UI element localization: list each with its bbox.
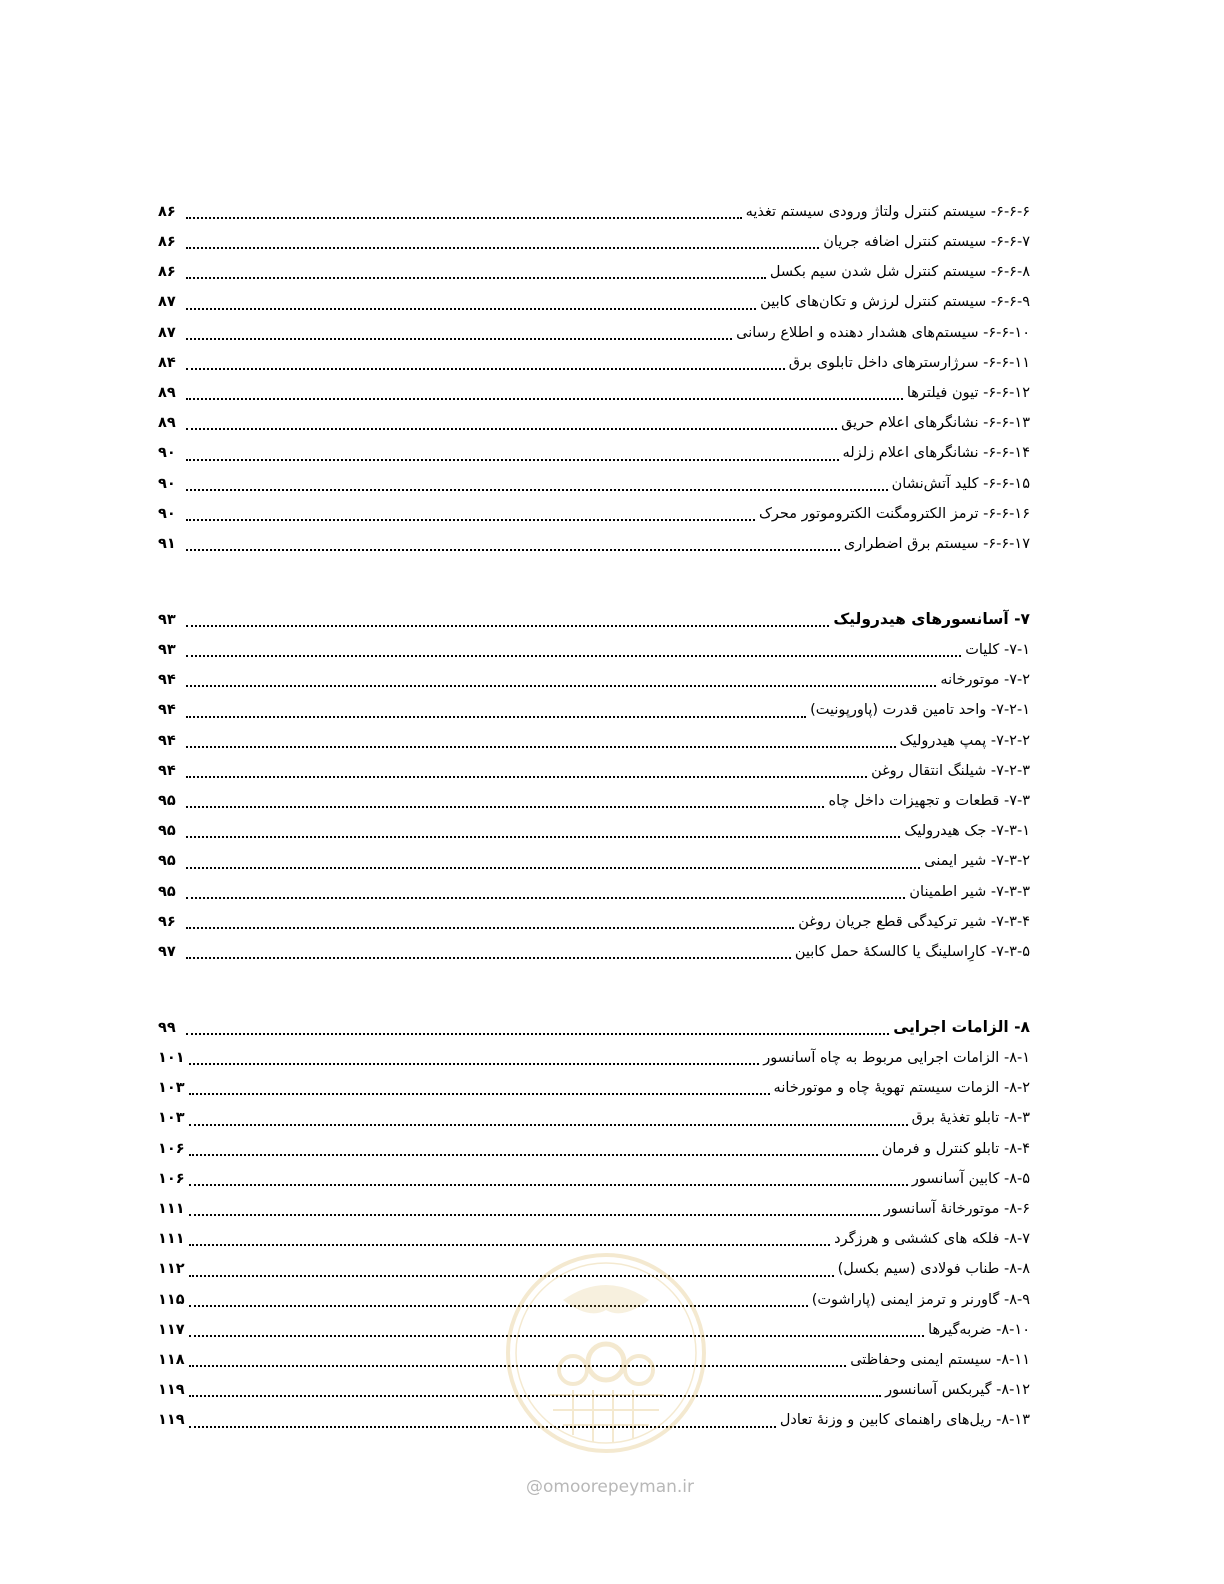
dot-leader xyxy=(189,1214,880,1216)
chapter-title: ۷- آسانسورهای هیدرولیک xyxy=(833,610,1030,629)
page-number: ۱۱۷ xyxy=(158,1321,185,1338)
entry-title: ۶-۶-۶- سیستم کنترل ولتاژ ورودی سیستم تغذیه xyxy=(745,203,1030,220)
entry-title: ۸-۱۳- ریل‌های راهنمای کابین و وزنهٔ تعادل xyxy=(779,1412,1030,1429)
entry-title: ۶-۶-۷- سیستم کنترل اضافه جریان xyxy=(823,234,1030,251)
dot-leader xyxy=(189,1244,831,1246)
watermark-url: @omoorepeyman.ir xyxy=(525,1477,695,1497)
dot-leader xyxy=(186,927,794,929)
toc-entry-row[interactable] xyxy=(158,937,1030,967)
entry-title: ۷-۳- قطعات و تجهیزات داخل چاه xyxy=(828,792,1030,809)
toc-entry-row[interactable] xyxy=(158,288,1030,318)
toc-entry-row[interactable] xyxy=(158,756,1030,786)
page-number: ۱۰۳ xyxy=(158,1110,185,1127)
dot-leader xyxy=(186,368,785,370)
dot-leader xyxy=(186,957,791,959)
page-number: ۹۵ xyxy=(158,883,176,900)
toc-chapter-row[interactable] xyxy=(158,1013,1030,1043)
page-number: ۸۴ xyxy=(158,354,176,371)
entry-title: ۸-۲- الزمات سیستم تهویهٔ چاه و موتورخانه xyxy=(773,1080,1030,1097)
page-number: ۱۰۶ xyxy=(158,1170,185,1187)
page-number: ۹۱ xyxy=(158,535,176,552)
toc-entry-row[interactable] xyxy=(158,786,1030,816)
watermark-logo xyxy=(503,1250,709,1456)
toc-entry-row[interactable] xyxy=(158,816,1030,846)
entry-title: ۸-۶- موتورخانهٔ آسانسور xyxy=(883,1200,1030,1217)
dot-leader xyxy=(189,1184,908,1186)
entry-title: ۸-۹- گاورنر و ترمز ایمنی (پاراشوت) xyxy=(811,1291,1030,1308)
dot-leader xyxy=(186,685,936,687)
page-number: ۹۹ xyxy=(158,1019,176,1036)
page-number: ۱۰۶ xyxy=(158,1140,185,1157)
toc-entry-row[interactable] xyxy=(158,907,1030,937)
dot-leader xyxy=(189,1093,770,1095)
entry-title: ۷-۲- موتورخانه xyxy=(940,672,1030,689)
toc-entry-row[interactable] xyxy=(158,529,1030,559)
page-number: ۹۵ xyxy=(158,792,176,809)
page-number: ۱۱۸ xyxy=(158,1351,185,1368)
page-number: ۱۱۹ xyxy=(158,1382,185,1399)
page-number: ۸۷ xyxy=(158,324,176,341)
dot-leader xyxy=(186,1033,889,1035)
toc-entry-row[interactable] xyxy=(158,257,1030,287)
entry-title: ۷-۳-۲- شیر ایمنی xyxy=(924,853,1030,870)
entry-title: ۷-۳-۱- جک هیدرولیک xyxy=(904,823,1030,840)
page-number: ۸۹ xyxy=(158,384,176,401)
page-number: ۸۶ xyxy=(158,234,176,251)
page-number: ۱۱۵ xyxy=(158,1291,185,1308)
dot-leader xyxy=(186,776,867,778)
entry-title: ۷-۲-۱- واحد تامین قدرت (پاورپونیت) xyxy=(810,702,1030,719)
chapter-title: ۸- الزامات اجرایی xyxy=(893,1018,1030,1037)
entry-title: ۸-۷- فلکه های کششی و هرزگرد xyxy=(834,1231,1030,1248)
dot-leader xyxy=(186,308,756,310)
entry-title: ۸-۳- تابلو تغذیهٔ برق xyxy=(911,1110,1030,1127)
dot-leader xyxy=(186,655,961,657)
dot-leader xyxy=(186,459,839,461)
toc-entry-row[interactable] xyxy=(158,1194,1030,1224)
page-number: ۹۰ xyxy=(158,475,176,492)
toc-entry-row[interactable] xyxy=(158,1043,1030,1073)
entry-title: ۸-۱۰- ضربه‌گیرها xyxy=(928,1321,1030,1338)
page-number: ۱۱۱ xyxy=(158,1231,185,1248)
entry-title: ۶-۶-۱۰- سیستم‌های هشدار دهنده و اطلاع رسانی xyxy=(736,324,1030,341)
dot-leader xyxy=(186,549,840,551)
page-number: ۸۶ xyxy=(158,203,176,220)
dot-leader xyxy=(186,836,900,838)
entry-title: ۷-۳-۳- شیر اطمینان xyxy=(909,883,1030,900)
page-number: ۹۴ xyxy=(158,762,176,779)
entry-title: ۶-۶-۱۴- نشانگرهای اعلام زلزله xyxy=(842,445,1030,462)
dot-leader xyxy=(186,716,806,718)
page-number: ۱۱۲ xyxy=(158,1261,185,1278)
toc-entry-row[interactable] xyxy=(158,726,1030,756)
toc-entry-row[interactable] xyxy=(158,1134,1030,1164)
page-number: ۸۷ xyxy=(158,294,176,311)
page-number: ۱۱۹ xyxy=(158,1412,185,1429)
dot-leader xyxy=(186,277,766,279)
dot-leader xyxy=(186,489,888,491)
page-number: ۹۵ xyxy=(158,823,176,840)
page-number: ۹۵ xyxy=(158,853,176,870)
entry-title: ۸-۱۱- سیستم ایمنی وحفاظتی xyxy=(850,1351,1030,1368)
page-number: ۱۰۱ xyxy=(158,1050,185,1067)
dot-leader xyxy=(189,1124,908,1126)
entry-title: ۷-۲-۲- پمپ هیدرولیک xyxy=(899,732,1030,749)
page-number: ۹۳ xyxy=(158,642,176,659)
page-number: ۹۰ xyxy=(158,505,176,522)
entry-title: ۶-۶-۱۳- نشانگرهای اعلام حریق xyxy=(841,415,1030,432)
dot-leader xyxy=(186,746,896,748)
toc-entry-row[interactable] xyxy=(158,1104,1030,1134)
toc-entry-row[interactable] xyxy=(158,665,1030,695)
toc-section-1 xyxy=(158,197,1030,559)
entry-title: ۶-۶-۱۱- سرژارسترهای داخل تابلوی برق xyxy=(788,354,1030,371)
page-number: ۹۴ xyxy=(158,702,176,719)
dot-leader xyxy=(186,867,920,869)
page-number: ۹۴ xyxy=(158,672,176,689)
page-number: ۹۳ xyxy=(158,611,176,628)
toc-chapter-row[interactable] xyxy=(158,605,1030,635)
dot-leader xyxy=(186,217,742,219)
toc-entry-row[interactable] xyxy=(158,1164,1030,1194)
page-number: ۹۴ xyxy=(158,732,176,749)
dot-leader xyxy=(186,398,903,400)
page-number: ۱۱۱ xyxy=(158,1200,185,1217)
entry-title: ۶-۶-۹- سیستم کنترل لرزش و تکان‌های کابین xyxy=(760,294,1030,311)
dot-leader xyxy=(186,247,819,249)
page-number: ۹۰ xyxy=(158,445,176,462)
dot-leader xyxy=(186,519,755,521)
dot-leader xyxy=(186,806,824,808)
dot-leader xyxy=(189,1154,878,1156)
page-number: ۸۶ xyxy=(158,264,176,281)
entry-title: ۸-۴- تابلو کنترل و فرمان xyxy=(881,1140,1030,1157)
entry-title: ۶-۶-۱۶- ترمز الکترومگنت الکتروموتور محرک xyxy=(758,505,1030,522)
toc-entry-row[interactable] xyxy=(158,469,1030,499)
page-number: ۹۶ xyxy=(158,913,176,930)
dot-leader xyxy=(186,625,829,627)
entry-title: ۸-۸- طناب فولادی (سیم بکسل) xyxy=(837,1261,1030,1278)
dot-leader xyxy=(186,897,905,899)
page-number: ۸۹ xyxy=(158,415,176,432)
dot-leader xyxy=(189,1305,808,1307)
toc-entry-row[interactable] xyxy=(158,696,1030,726)
toc-entry-row[interactable] xyxy=(158,847,1030,877)
dot-leader xyxy=(186,338,732,340)
toc-entry-row[interactable] xyxy=(158,227,1030,257)
entry-title: ۷-۳-۵- کارِاسلینگ یا کالسکهٔ حمل کابین xyxy=(794,943,1030,960)
toc-entry-row[interactable] xyxy=(158,378,1030,408)
page-number: ۹۷ xyxy=(158,943,176,960)
toc-entry-row[interactable] xyxy=(158,197,1030,227)
page-number: ۱۰۳ xyxy=(158,1080,185,1097)
entry-title: ۶-۶-۱۷- سیستم برق اضطراری xyxy=(843,535,1030,552)
entry-title: ۸-۱- الزامات اجرایی مربوط به چاه آسانسور xyxy=(763,1050,1030,1067)
toc-entry-row[interactable] xyxy=(158,348,1030,378)
toc-entry-row[interactable] xyxy=(158,1073,1030,1103)
toc-entry-row[interactable] xyxy=(158,635,1030,665)
entry-title: ۶-۶-۱۵- کلید آتش‌نشان xyxy=(891,475,1030,492)
dot-leader xyxy=(186,428,837,430)
entry-title: ۷-۳-۴- شیر ترکیدگی قطع جریان روغن xyxy=(798,913,1030,930)
toc-entry-row[interactable] xyxy=(158,877,1030,907)
toc-entry-row[interactable] xyxy=(158,408,1030,438)
toc-section-2 xyxy=(158,605,1030,967)
toc-entry-row[interactable] xyxy=(158,499,1030,529)
entry-title: ۷-۱- کلیات xyxy=(965,642,1030,659)
toc-entry-row[interactable] xyxy=(158,439,1030,469)
dot-leader xyxy=(189,1063,760,1065)
entry-title: ۸-۱۲- گیربکس آسانسور xyxy=(885,1382,1030,1399)
entry-title: ۶-۶-۸- سیستم کنترل شل شدن سیم بکسل xyxy=(769,264,1030,281)
entry-title: ۷-۲-۳- شیلنگ انتقال روغن xyxy=(871,762,1030,779)
entry-title: ۸-۵- کابین آسانسور xyxy=(911,1170,1030,1187)
entry-title: ۶-۶-۱۲- تیون فیلترها xyxy=(906,384,1030,401)
toc-entry-row[interactable] xyxy=(158,318,1030,348)
